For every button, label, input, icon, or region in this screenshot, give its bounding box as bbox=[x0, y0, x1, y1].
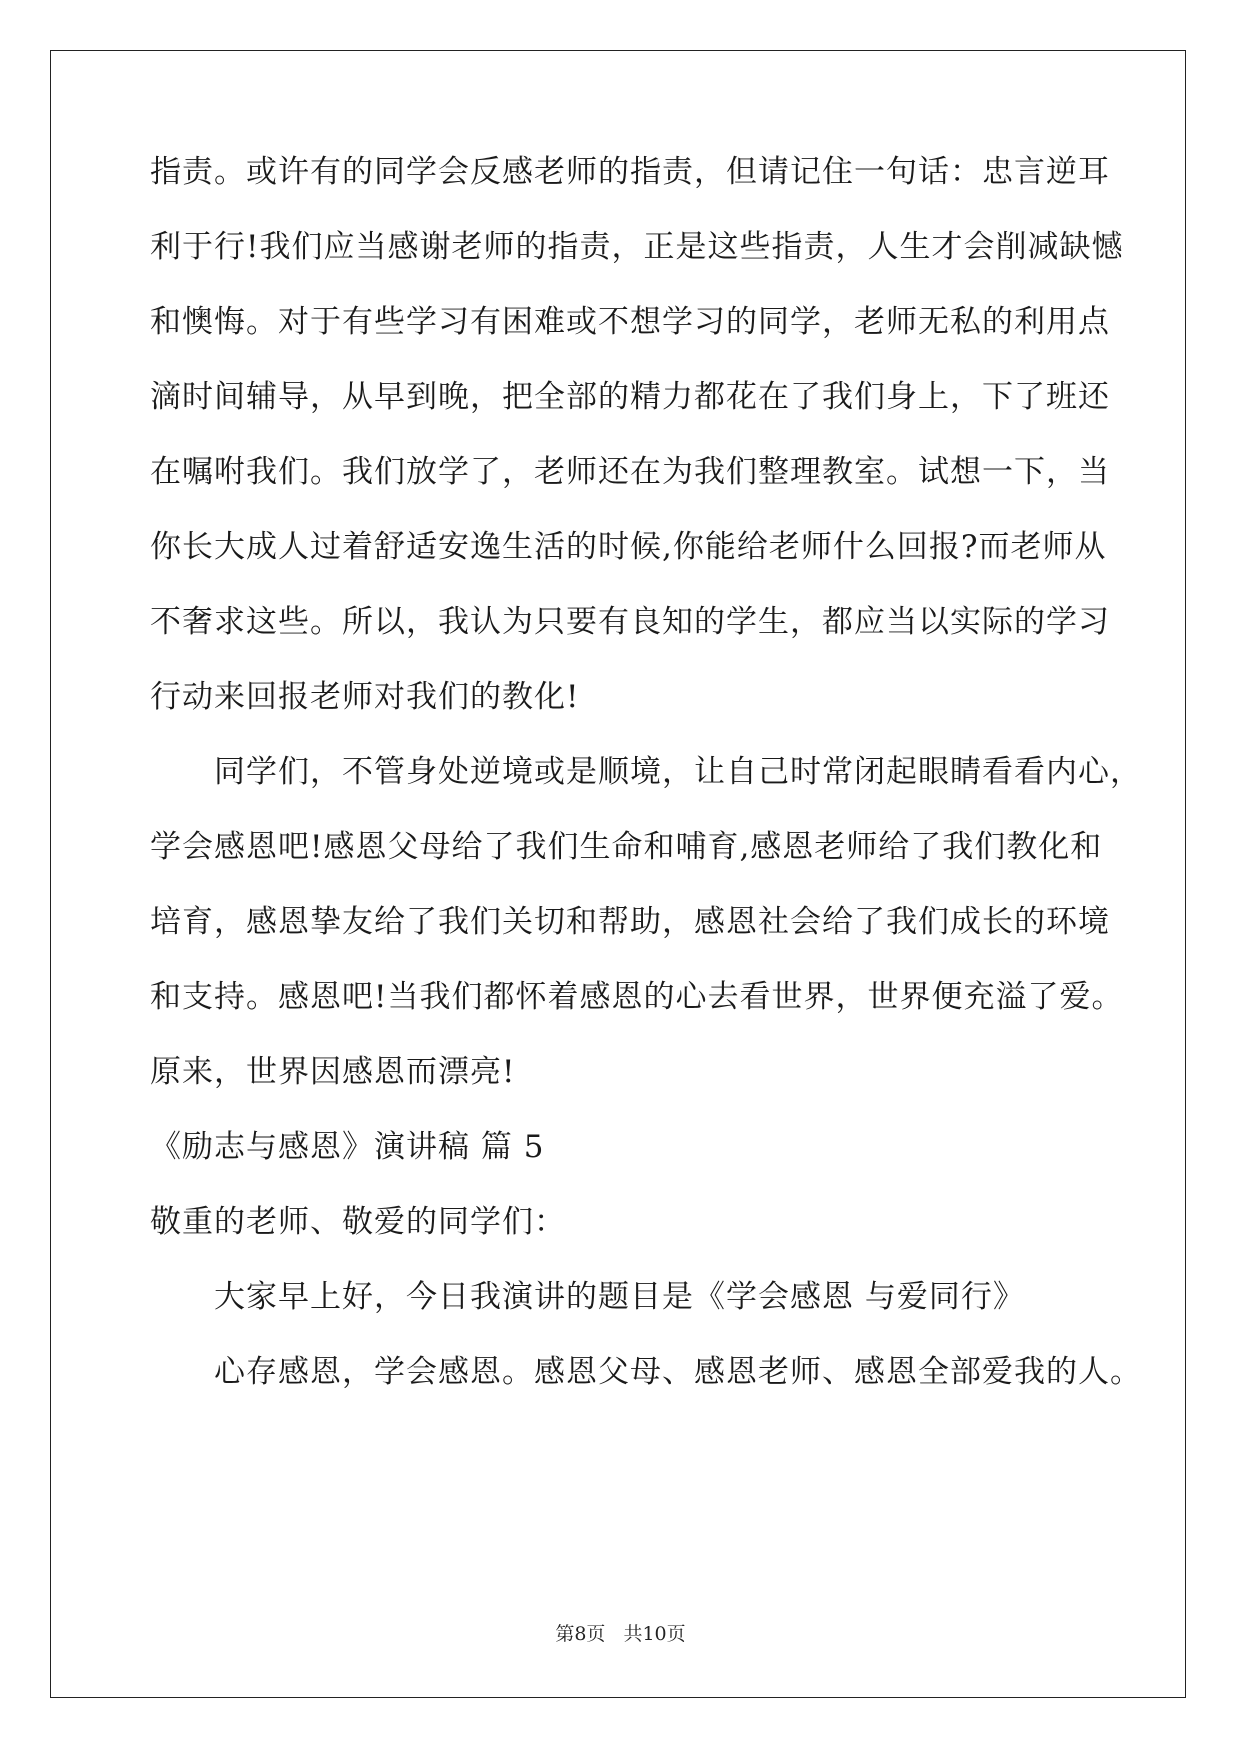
body-text-line: 利于行!我们应当感谢老师的指责，正是这些指责，人生才会削减缺憾 bbox=[150, 229, 1124, 265]
body-text-line: 和懊悔。对于有些学习有困难或不想学习的同学，老师无私的利用点 bbox=[150, 304, 1110, 340]
body-text-line: 培育，感恩挚友给了我们关切和帮助，感恩社会给了我们成长的环境 bbox=[150, 904, 1110, 940]
salutation: 敬重的老师、敬爱的同学们： bbox=[150, 1204, 566, 1240]
body-text-line: 原来，世界因感恩而漂亮! bbox=[150, 1054, 516, 1090]
body-text-line: 在嘱咐我们。我们放学了，老师还在为我们整理教室。试想一下，当 bbox=[150, 454, 1110, 490]
section-heading: 《励志与感恩》演讲稿 篇 5 bbox=[150, 1129, 545, 1165]
body-text-line: 指责。或许有的同学会反感老师的指责，但请记住一句话：忠言逆耳 bbox=[150, 154, 1110, 190]
page-border bbox=[50, 50, 1186, 1698]
paragraph-start-line: 同学们，不管身处逆境或是顺境，让自己时常闭起眼睛看看内心， bbox=[214, 754, 1142, 790]
page-total: 共10页 bbox=[623, 1623, 686, 1645]
body-text-line: 行动来回报老师对我们的教化! bbox=[150, 679, 580, 715]
paragraph-start-line: 心存感恩，学会感恩。感恩父母、感恩老师、感恩全部爱我的人。 bbox=[214, 1354, 1142, 1390]
body-text-line: 学会感恩吧!感恩父母给了我们生命和哺育,感恩老师给了我们教化和 bbox=[150, 829, 1103, 865]
body-text-line: 滴时间辅导，从早到晚，把全部的精力都花在了我们身上，下了班还 bbox=[150, 379, 1110, 415]
paragraph-start-line: 大家早上好，今日我演讲的题目是《学会感恩 与爱同行》 bbox=[214, 1279, 1025, 1315]
page-number: 第8页 bbox=[555, 1623, 606, 1645]
body-text-line: 和支持。感恩吧!当我们都怀着感恩的心去看世界，世界便充溢了爱。 bbox=[150, 979, 1124, 1015]
page-footer bbox=[0, 1622, 1241, 1646]
body-text-line: 你长大成人过着舒适安逸生活的时候,你能给老师什么回报?而老师从 bbox=[150, 529, 1107, 565]
body-text-line: 不奢求这些。所以，我认为只要有良知的学生，都应当以实际的学习 bbox=[150, 604, 1110, 640]
